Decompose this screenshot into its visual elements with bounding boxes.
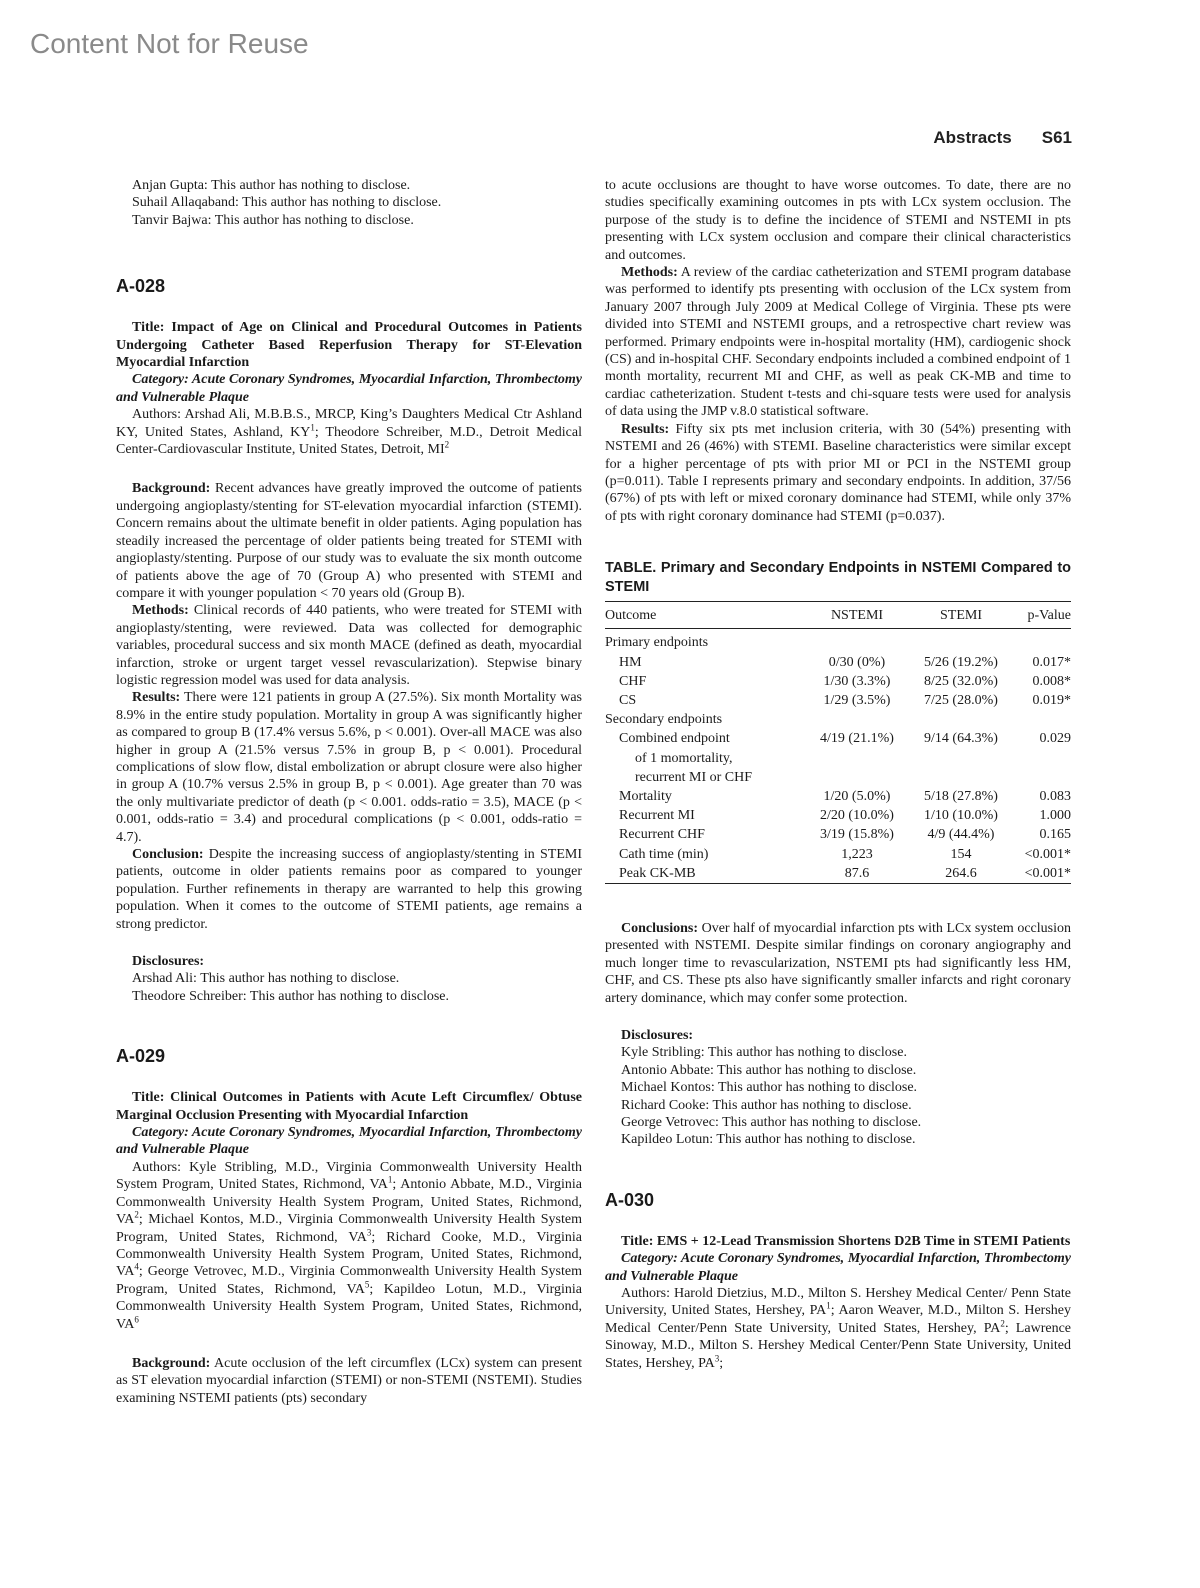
prev-disclosures xyxy=(116,177,582,229)
watermark: Content Not for Reuse xyxy=(30,28,309,59)
endpoints-table xyxy=(605,601,1071,884)
table-row: Peak CK-MB 87.6 264.6 <0.001* xyxy=(605,864,1071,884)
abstract-authors: Authors: Kyle Stribling, M.D., Virginia Commonwealth University Health System Program, United States, Richmond, $VA^1$; Antonio Abbate, M.D., Virginia Commonwealth University Health System Program, United States, Richmond, $VA^2$; Michael Kontos, M.D., Virginia Commonwealth University Health System Program, United States, Richmond, $VA^3$; Richard Cooke, M.D., Virginia Commonwealth University Health System Program, United States, Richmond, $VA^4$; George Vetrovec, M.D., Virginia Commonwealth University Health System Program, United States, Richmond, $VA^5$; Kapildeo Lotun, M.D., Virginia Commonwealth University Health System Program, United States, Richmond, $VA^6$ xyxy=(116,1159,583,1332)
disclosures-a028 xyxy=(116,953,582,1005)
background-continued: to acute occlusions are thought to have worse outcomes. To date, there are no studies specifically examining outcomes in pts with LCx system occlusion. The purpose of the study is to define the incidence of STEMI and NSTEMI in pts presenting with LCx system occlusion and compare their clinical characteristics and outcomes. xyxy=(605,178,1071,263)
table-header-row xyxy=(605,602,1071,629)
background-paragraph: Background: Recent advances have greatly improved the outcome of patients undergoing angioplasty/stenting for ST-elevation myocardial infarction (STEMI). Concern remains about the ultimate benefit in older patients. Aging population has steadily increased the percentage of older patients being treated for STEMI with angioplasty/stenting. Purpose of our study was to evaluate the six month outcome of patients above the age of 70 (Group A) who presented with STEMI and compare it with younger population < 70 years old (Group B). xyxy=(116,481,582,601)
table-row: Recurrent CHF 3/19 (15.8%) 4/9 (44.4%) 0.165 xyxy=(619,827,1071,843)
table-row: recurrent MI or CHF xyxy=(635,769,753,785)
table-row: CS 1/29 (3.5%) 7/25 (28.0%) 0.019* xyxy=(619,692,1071,708)
results-paragraph: Results: Fifty six pts met inclusion criteria, with 30 (54%) presenting with NSTEMI and 26 (46%) with STEMI. Baseline characteristics were similar except for a higher percentage of pts with prior MI or PCI in the NSTEMI group (p=0.011). Table I represents primary and secondary endpoints. In addition, 37/56 (67%) of pts with left or mixed coronary dominance had STEMI, while only 37% of pts with right coronary dominance had STEMI (p=0.037). xyxy=(605,421,1072,524)
abstract-authors: Authors: Harold Dietzius, M.D., Milton S. Hershey Medical Center/ Penn State University, United States, Hershey, $PA^1$; Aaron Weaver, M.D., Milton S. Hershey Medical Center/Penn State University, United States, Hershey, $PA^2$; Lawrence Sinoway, M.D., Milton S. Hershey Medical Center/Penn State University, United States, Hershey, $PA^3$; xyxy=(605,1286,1071,1371)
conclusions-paragraph: Conclusions: Over half of myocardial infarction pts with LCx system occlusion presented with NSTEMI. Despite similar findings on coronary angiography and much longer time to revascularization, NSTEMI pts had significantly less HM, CHF, and CS. These pts also have significantly smaller infarcts and right coronary artery dominance, which may confer some protection. xyxy=(605,920,1071,1006)
disclosures-a029 xyxy=(605,1027,1071,1149)
page-number: S61 xyxy=(1041,128,1072,147)
disclosure-line: Richard Cooke: This author has nothing to disclose. xyxy=(621,1097,912,1113)
column-header: p-Value xyxy=(1013,602,1071,629)
abstract-category: Category: Acute Coronary Syndromes, Myocardial Infarction, Thrombectomy and Vulnerable Plaque xyxy=(605,1251,1071,1284)
table-caption: TABLE. Primary and Secondary Endpoints in NSTEMI Compared to STEMI xyxy=(605,560,1071,596)
table-row: Mortality 1/20 (5.0%) 5/18 (27.8%) 0.083 xyxy=(619,788,1071,804)
abstract-id-a029: A-029 xyxy=(116,1046,166,1067)
conclusion-paragraph: Conclusion: Despite the increasing success of angioplasty/stenting in STEMI patients, outcome in older patients remains poor as compared to younger population. Further refinements in therapy are warranted to help this growing population. When it comes to the outcome of STEMI patients, age remains a strong predictor. xyxy=(116,847,582,932)
abstract-title: Title: EMS + 12-Lead Transmission Shortens D2B Time in STEMI Patients xyxy=(621,1233,1071,1249)
column-header: STEMI xyxy=(909,602,1013,629)
disclosure-line: Theodore Schreiber: This author has nothing to disclose. xyxy=(132,988,450,1004)
abstract-id-a028: A-028 xyxy=(116,276,166,297)
disclosure-line: Anjan Gupta: This author has nothing to disclose. xyxy=(132,178,411,193)
abstract-category: Category: Acute Coronary Syndromes, Myocardial Infarction, Thrombectomy and Vulnerable Plaque xyxy=(116,1125,582,1158)
disclosure-line: Kapildeo Lotun: This author has nothing to disclose. xyxy=(621,1132,916,1148)
table-row: CHF 1/30 (3.3%) 8/25 (32.0%) 0.008* xyxy=(619,673,1071,689)
disclosures-heading: Disclosures: xyxy=(621,1028,694,1043)
section-name: Abstracts xyxy=(933,128,1012,147)
column-header: Outcome xyxy=(605,602,805,629)
left-column xyxy=(116,177,582,1407)
disclosure-line: Kyle Stribling: This author has nothing to disclose. xyxy=(621,1045,907,1061)
disclosure-line: Suhail Allaqaband: This author has nothing to disclose. xyxy=(132,195,442,211)
abstract-authors: Authors: Arshad Ali, M.B.B.S., MRCP, King’s Daughters Medical Ctr Ashland KY, United States, Ashland, $KY^1$; Theodore Schreiber, M.D., Detroit Medical Center-Cardiovascular Institute, United States, Detroit, $MI^2$ xyxy=(116,407,582,458)
disclosure-line: Tanvir Bajwa: This author has nothing to disclose. xyxy=(132,212,414,228)
table-row: Recurrent MI 2/20 (10.0%) 1/10 (10.0%) 1.000 xyxy=(619,808,1071,824)
running-head xyxy=(933,128,1072,148)
table-row: HM 0/30 (0%) 5/26 (19.2%) 0.017* xyxy=(619,654,1071,670)
abstract-id-a030: A-030 xyxy=(605,1189,655,1210)
disclosure-line: Arshad Ali: This author has nothing to disclose. xyxy=(132,971,400,987)
table-row: Cath time (min) 1,223 154 <0.001* xyxy=(619,846,1071,862)
table-row: Secondary endpoints xyxy=(605,712,723,728)
table-row: Combined endpoint 4/19 (21.1%) 9/14 (64.3%) 0.029 xyxy=(619,731,1071,747)
table-row: Primary endpoints xyxy=(605,635,709,651)
methods-paragraph: Methods: A review of the cardiac catheterization and STEMI program database was performed to identify pts presenting with occlusion of the LCx system from January 2007 through July 2009 at Medical College of Virginia. These pts were divided into STEMI and NSTEMI groups, and a retrospective chart review was performed. Primary endpoints were in-hospital mortality (HM), cardiogenic shock (CS) and in-hospital CHF. Secondary endpoints included a combined endpoint of 1 month mortality, recurrent MI and CHF, as well as peak CK-MB and time to cardiac catheterization. Student t-tests and chi-square tests were used for analysis of data using the JMP v.8.0 statistical software. xyxy=(605,265,1071,420)
right-column xyxy=(605,177,1071,1372)
disclosure-line: George Vetrovec: This author has nothing to disclose. xyxy=(621,1115,922,1131)
abstract-title: Title: Impact of Age on Clinical and Procedural Outcomes in Patients Undergoing Catheter Based Reperfusion Therapy for ST-Elevation Myocardial Infarction xyxy=(116,320,582,371)
disclosure-line: Antonio Abbate: This author has nothing to disclose. xyxy=(621,1062,917,1078)
abstract-title: Title: Clinical Outcomes in Patients with Acute Left Circumflex/ Obtuse Marginal Occlusion Presenting with Myocardial Infarction xyxy=(116,1090,582,1123)
background-paragraph: Background: Acute occlusion of the left circumflex (LCx) system can present as ST elevation myocardial infarction (STEMI) or non-STEMI (NSTEMI). Studies examining NSTEMI patients (pts) secondary xyxy=(116,1355,582,1406)
disclosure-line: Michael Kontos: This author has nothing to disclose. xyxy=(621,1080,918,1096)
abstract-category: Category: Acute Coronary Syndromes, Myocardial Infarction, Thrombectomy and Vulnerable Plaque xyxy=(116,372,582,405)
methods-paragraph: Methods: Clinical records of 440 patients, who were treated for STEMI with angioplasty/stenting, were reviewed. Data was collected for demographic variables, procedural success and six month MACE (defined as death, myocardial infarction, stroke or urgent target vessel revascularization). Stepwise binary logistic regression model was used for data analysis. xyxy=(116,603,583,688)
disclosures-heading: Disclosures: xyxy=(132,954,205,970)
results-paragraph: Results: There were 121 patients in group A (27.5%). Six month Mortality was 8.9% in the entire study population. Mortality in group A was significantly higher as compared to group B (17.4% versus 5.6%, p < 0.001). Over-all MACE was also higher in group A (21.5% versus 7.5% in group B, p < 0.001). Procedural complications of slow flow, distal embolization or abrupt closure were also higher in group A (10.7% versus 2.5% in group B, p < 0.001). Age greater than 70 was the only multivariate predictor of death (p < 0.001. odds-ratio = 3.5), MACE (p < 0.001, odds-ratio = 3.4) and procedural complications (p < 0.001, odds-ratio = 4.7). xyxy=(116,690,582,845)
column-header: NSTEMI xyxy=(805,602,909,629)
table-row: of 1 momortality, xyxy=(635,750,733,766)
